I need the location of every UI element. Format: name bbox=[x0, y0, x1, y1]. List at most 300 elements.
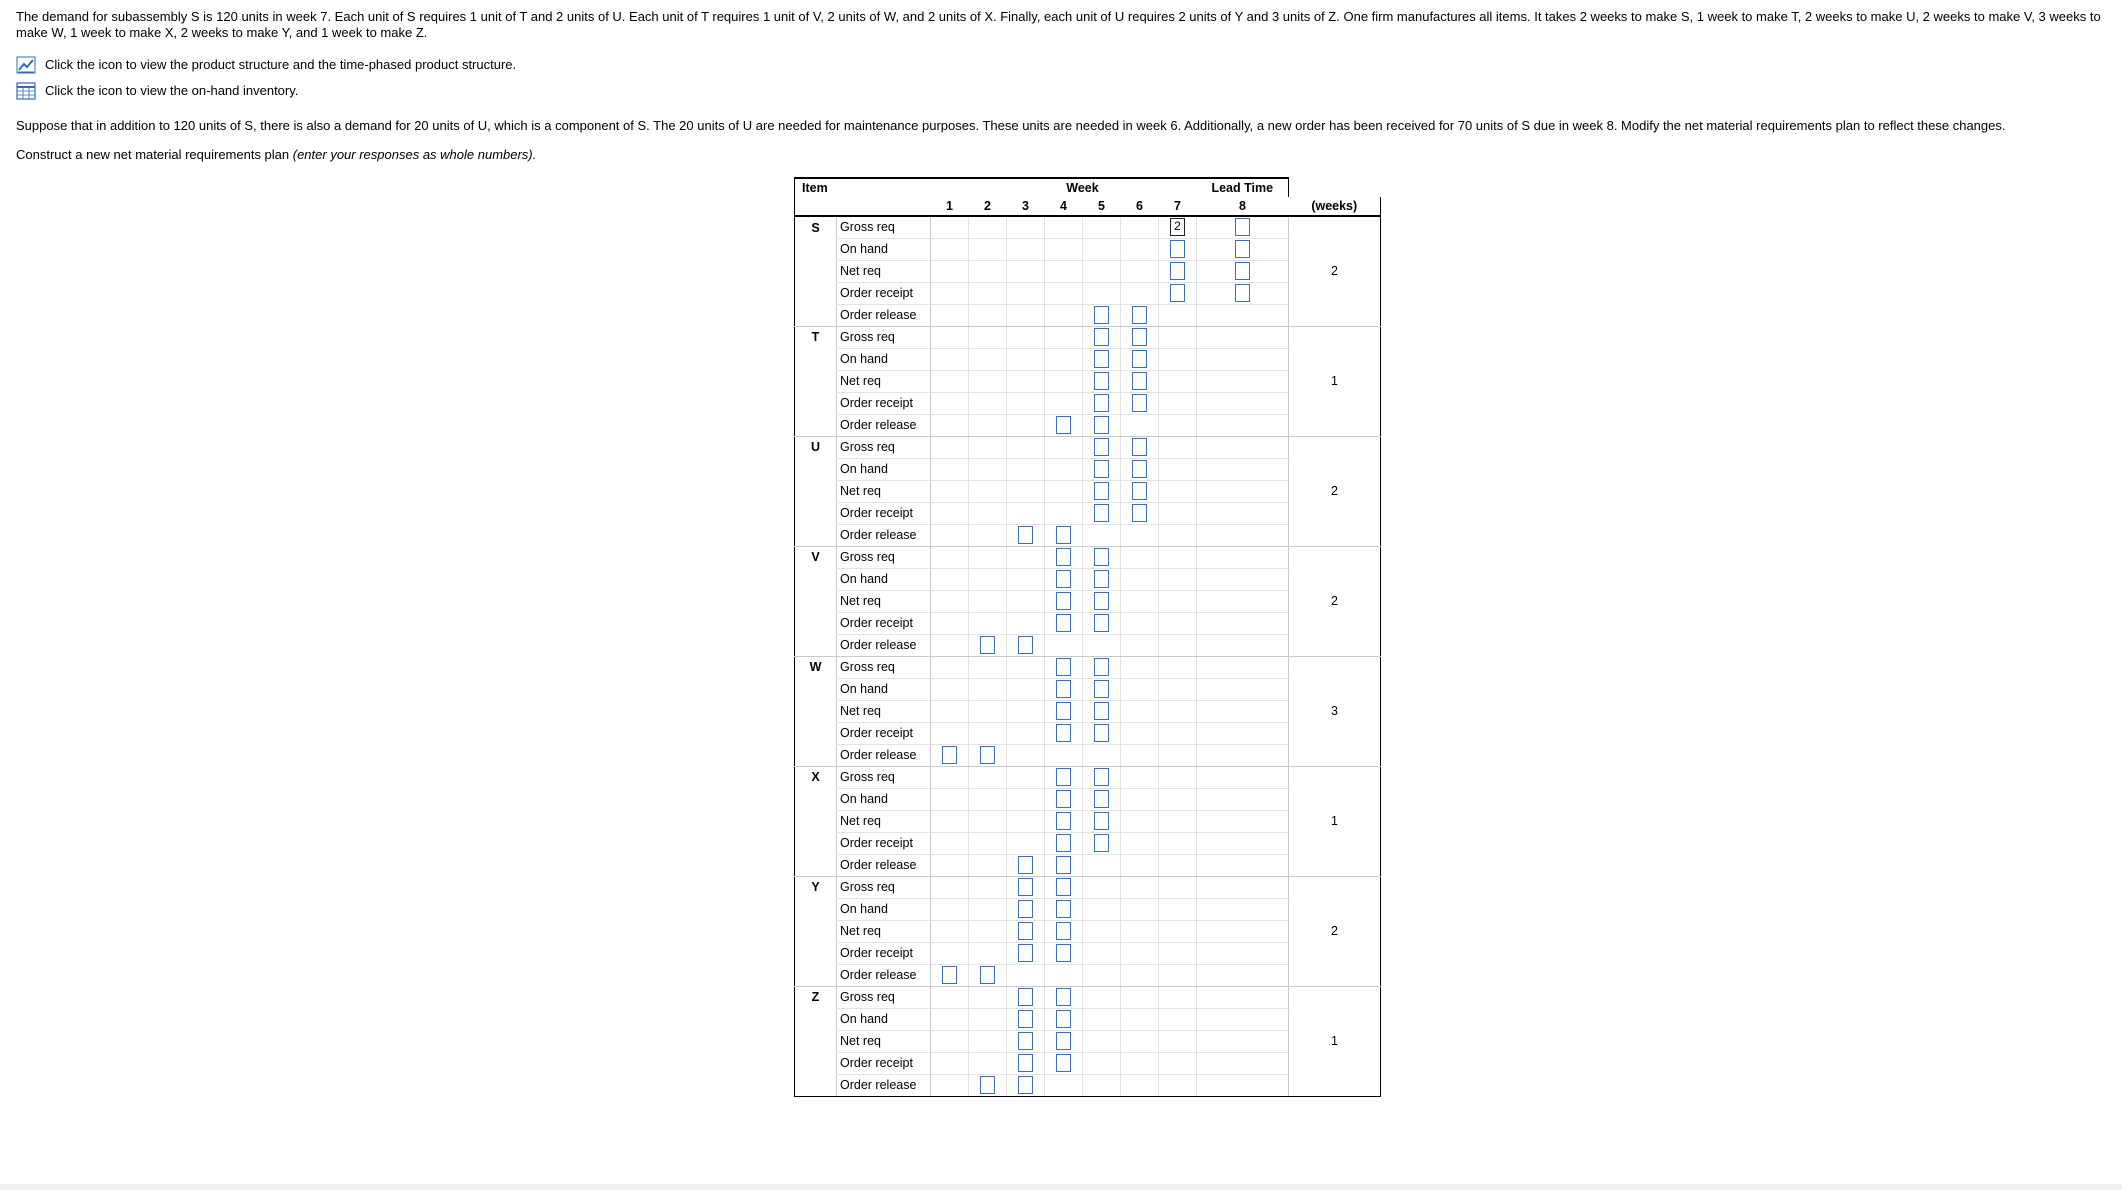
answer-input[interactable] bbox=[1056, 658, 1071, 676]
week-cell bbox=[1159, 1074, 1197, 1096]
answer-input[interactable] bbox=[1056, 702, 1071, 720]
week-cell bbox=[969, 1008, 1007, 1030]
answer-input[interactable] bbox=[1094, 350, 1109, 368]
week-cell bbox=[1121, 876, 1159, 898]
week-cell bbox=[1159, 436, 1197, 458]
answer-input[interactable] bbox=[1056, 768, 1071, 786]
answer-input[interactable] bbox=[1094, 658, 1109, 676]
week-cell bbox=[1159, 854, 1197, 876]
item-code: Z bbox=[795, 986, 837, 1008]
answer-input[interactable] bbox=[1056, 790, 1071, 808]
item-cell bbox=[795, 678, 837, 700]
row-label: Order receipt bbox=[837, 942, 931, 964]
product-structure-link[interactable] bbox=[16, 56, 516, 74]
answer-input[interactable] bbox=[1132, 460, 1147, 478]
week-cell bbox=[1045, 810, 1083, 832]
row-label: Order release bbox=[837, 414, 931, 436]
week-cell bbox=[1007, 766, 1045, 788]
row-label: On hand bbox=[837, 1008, 931, 1030]
week-cell bbox=[969, 502, 1007, 524]
week-cell bbox=[931, 1030, 969, 1052]
week-cell bbox=[1121, 502, 1159, 524]
week-cell bbox=[1045, 722, 1083, 744]
answer-input[interactable] bbox=[1056, 944, 1071, 962]
week-cell bbox=[1007, 634, 1045, 656]
answer-input[interactable] bbox=[1094, 460, 1109, 478]
item-cell bbox=[795, 832, 837, 854]
week-cell bbox=[931, 876, 969, 898]
week-cell bbox=[1007, 854, 1045, 876]
week-cell bbox=[1159, 502, 1197, 524]
week-cell bbox=[1045, 370, 1083, 392]
row-label: Order release bbox=[837, 304, 931, 326]
week-cell bbox=[1121, 1052, 1159, 1074]
week-cell bbox=[1121, 326, 1159, 348]
item-code: T bbox=[795, 326, 837, 348]
week-cell bbox=[1197, 348, 1289, 370]
week-cell bbox=[931, 788, 969, 810]
week-cell bbox=[1045, 964, 1083, 986]
week-cell bbox=[969, 678, 1007, 700]
row-label: Order release bbox=[837, 854, 931, 876]
week-cell bbox=[931, 282, 969, 304]
row-label: Order release bbox=[837, 964, 931, 986]
week-cell bbox=[969, 392, 1007, 414]
week-cell bbox=[1197, 436, 1289, 458]
week-cell bbox=[969, 414, 1007, 436]
week-cell bbox=[1121, 854, 1159, 876]
week-cell bbox=[1083, 920, 1121, 942]
answer-input[interactable] bbox=[1235, 284, 1250, 302]
week-cell bbox=[1121, 216, 1159, 238]
week-cell bbox=[969, 942, 1007, 964]
item-cell bbox=[795, 370, 837, 392]
row-label: Order receipt bbox=[837, 612, 931, 634]
week-cell bbox=[969, 348, 1007, 370]
answer-input[interactable] bbox=[1056, 922, 1071, 940]
week-number: 4 bbox=[1045, 197, 1083, 216]
table-grid-icon[interactable] bbox=[16, 82, 36, 100]
row-label: On hand bbox=[837, 458, 931, 480]
week-cell bbox=[931, 854, 969, 876]
answer-input[interactable] bbox=[1094, 614, 1109, 632]
week-cell bbox=[1121, 304, 1159, 326]
week-cell bbox=[1083, 898, 1121, 920]
item-cell bbox=[795, 1008, 837, 1030]
answer-input[interactable] bbox=[1132, 306, 1147, 324]
answer-input[interactable] bbox=[1056, 1010, 1071, 1028]
week-cell bbox=[1045, 1030, 1083, 1052]
item-cell bbox=[795, 942, 837, 964]
row-label: On hand bbox=[837, 568, 931, 590]
week-cell bbox=[1159, 282, 1197, 304]
week-cell bbox=[1083, 370, 1121, 392]
answer-input[interactable] bbox=[1094, 768, 1109, 786]
week-cell bbox=[1007, 678, 1045, 700]
week-cell bbox=[1197, 502, 1289, 524]
answer-input[interactable] bbox=[980, 966, 995, 984]
answer-input[interactable] bbox=[1094, 416, 1109, 434]
answer-input[interactable] bbox=[1094, 328, 1109, 346]
week-cell bbox=[1121, 568, 1159, 590]
week-cell bbox=[1045, 612, 1083, 634]
week-cell bbox=[931, 700, 969, 722]
week-cell bbox=[1045, 348, 1083, 370]
week-cell bbox=[969, 370, 1007, 392]
header-row-2 bbox=[795, 197, 1381, 216]
answer-input[interactable] bbox=[1056, 526, 1071, 544]
week-cell bbox=[969, 1052, 1007, 1074]
week-cell bbox=[1007, 722, 1045, 744]
week-cell bbox=[1197, 656, 1289, 678]
answer-input[interactable] bbox=[1235, 262, 1250, 280]
week-cell bbox=[1197, 546, 1289, 568]
scenario-statement: Suppose that in addition to 120 units of S, there is also a demand for 20 units of U, which is a component of S. The 20 units of U are needed for maintenance purposes. These units are needed in week 6. Additionally, a new order has been received for 70 units of S due in week 8. Modify the net material requirements plan to reflect these changes. bbox=[16, 118, 2006, 133]
answer-input[interactable] bbox=[1132, 350, 1147, 368]
week-cell bbox=[1121, 238, 1159, 260]
instructions-note: (enter your responses as whole numbers). bbox=[292, 147, 537, 162]
week-cell bbox=[1083, 722, 1121, 744]
week-cell bbox=[1045, 524, 1083, 546]
header-lead-time: Lead Time bbox=[1197, 178, 1289, 197]
answer-input[interactable] bbox=[1018, 944, 1033, 962]
week-cell bbox=[1083, 766, 1121, 788]
answer-input[interactable] bbox=[1170, 240, 1185, 258]
row-label: Order release bbox=[837, 1074, 931, 1096]
lead-time-value: 2 bbox=[1289, 216, 1381, 326]
week-cell bbox=[931, 634, 969, 656]
answer-input[interactable] bbox=[1018, 1054, 1033, 1072]
week-cell bbox=[1083, 458, 1121, 480]
answer-input[interactable] bbox=[942, 966, 957, 984]
week-cell bbox=[1083, 216, 1121, 238]
week-cell bbox=[1197, 590, 1289, 612]
mrp-row bbox=[795, 766, 1381, 788]
week-cell bbox=[1045, 458, 1083, 480]
week-cell bbox=[969, 876, 1007, 898]
answer-input[interactable] bbox=[1132, 482, 1147, 500]
week-cell bbox=[1045, 942, 1083, 964]
week-cell bbox=[969, 1074, 1007, 1096]
item-code: X bbox=[795, 766, 837, 788]
answer-input[interactable] bbox=[1018, 1010, 1033, 1028]
answer-input[interactable] bbox=[1094, 834, 1109, 852]
week-cell bbox=[1159, 656, 1197, 678]
week-cell bbox=[931, 546, 969, 568]
answer-input[interactable] bbox=[980, 746, 995, 764]
row-label: On hand bbox=[837, 898, 931, 920]
week-cell bbox=[1121, 370, 1159, 392]
week-cell bbox=[1121, 656, 1159, 678]
answer-input[interactable] bbox=[1056, 724, 1071, 742]
week-cell bbox=[931, 810, 969, 832]
answer-input[interactable] bbox=[1056, 988, 1071, 1006]
week-cell bbox=[931, 920, 969, 942]
week-cell bbox=[1007, 238, 1045, 260]
week-cell bbox=[1121, 1074, 1159, 1096]
week-cell bbox=[1197, 766, 1289, 788]
row-label: Order receipt bbox=[837, 1052, 931, 1074]
week-cell bbox=[1159, 260, 1197, 282]
week-cell bbox=[1159, 920, 1197, 942]
week-cell bbox=[1159, 612, 1197, 634]
answer-input[interactable] bbox=[1056, 548, 1071, 566]
answer-input[interactable] bbox=[1056, 878, 1071, 896]
answer-input[interactable] bbox=[1094, 306, 1109, 324]
answer-input[interactable] bbox=[1056, 680, 1071, 698]
week-cell bbox=[1083, 832, 1121, 854]
week-cell bbox=[1121, 964, 1159, 986]
item-cell bbox=[795, 700, 837, 722]
answer-input[interactable] bbox=[1094, 482, 1109, 500]
week-cell bbox=[1121, 766, 1159, 788]
week-cell bbox=[1045, 480, 1083, 502]
week-cell bbox=[969, 304, 1007, 326]
row-label: Order release bbox=[837, 634, 931, 656]
week-cell bbox=[1159, 832, 1197, 854]
week-cell bbox=[1121, 348, 1159, 370]
answer-input[interactable] bbox=[1056, 1032, 1071, 1050]
week-cell bbox=[931, 1008, 969, 1030]
answer-input[interactable] bbox=[1094, 548, 1109, 566]
week-cell bbox=[1197, 832, 1289, 854]
week-cell bbox=[1007, 986, 1045, 1008]
week-cell bbox=[1007, 876, 1045, 898]
item-cell bbox=[795, 1074, 837, 1096]
row-label: Order release bbox=[837, 744, 931, 766]
answer-input[interactable] bbox=[1094, 592, 1109, 610]
answer-input[interactable] bbox=[1132, 438, 1147, 456]
week-cell bbox=[1159, 876, 1197, 898]
week-cell bbox=[969, 590, 1007, 612]
answer-input[interactable] bbox=[1132, 394, 1147, 412]
week-cell bbox=[1045, 260, 1083, 282]
chart-icon[interactable] bbox=[16, 56, 36, 74]
week-cell bbox=[1159, 238, 1197, 260]
mrp-row bbox=[795, 656, 1381, 678]
week-cell bbox=[1083, 304, 1121, 326]
week-cell bbox=[1083, 986, 1121, 1008]
answer-input[interactable] bbox=[980, 636, 995, 654]
week-cell bbox=[1159, 722, 1197, 744]
answer-input[interactable] bbox=[1018, 636, 1033, 654]
week-cell bbox=[969, 458, 1007, 480]
header-week: Week bbox=[1045, 178, 1121, 197]
answer-input[interactable] bbox=[1094, 570, 1109, 588]
answer-input[interactable] bbox=[1094, 372, 1109, 390]
week-cell bbox=[931, 414, 969, 436]
answer-input[interactable] bbox=[1235, 240, 1250, 258]
item-cell bbox=[795, 920, 837, 942]
answer-input[interactable] bbox=[1018, 1076, 1033, 1094]
answer-input[interactable] bbox=[1018, 856, 1033, 874]
lead-time-value: 2 bbox=[1289, 436, 1381, 546]
item-cell bbox=[795, 502, 837, 524]
week-cell bbox=[931, 326, 969, 348]
answer-input[interactable] bbox=[1018, 988, 1033, 1006]
week-cell bbox=[1083, 964, 1121, 986]
on-hand-inventory-link[interactable] bbox=[16, 82, 298, 100]
on-hand-inventory-link-text: Click the icon to view the on-hand inventory. bbox=[45, 83, 299, 98]
answer-input[interactable] bbox=[1018, 922, 1033, 940]
answer-input[interactable] bbox=[1132, 504, 1147, 522]
answer-input[interactable] bbox=[1056, 1054, 1071, 1072]
answer-input[interactable] bbox=[1094, 394, 1109, 412]
week-cell bbox=[1045, 700, 1083, 722]
item-code: V bbox=[795, 546, 837, 568]
week-cell bbox=[1007, 304, 1045, 326]
week-cell bbox=[1121, 810, 1159, 832]
week-cell bbox=[1159, 1008, 1197, 1030]
week-number: 7 bbox=[1159, 197, 1197, 216]
row-label: On hand bbox=[837, 348, 931, 370]
week-cell bbox=[931, 436, 969, 458]
answer-input[interactable] bbox=[1094, 812, 1109, 830]
answer-input[interactable] bbox=[1094, 724, 1109, 742]
week-cell bbox=[1007, 480, 1045, 502]
answer-input[interactable] bbox=[942, 746, 957, 764]
week-cell bbox=[1045, 1008, 1083, 1030]
week-cell bbox=[1121, 590, 1159, 612]
week-cell bbox=[1083, 700, 1121, 722]
week-cell bbox=[969, 260, 1007, 282]
week-cell bbox=[931, 766, 969, 788]
week-cell bbox=[1159, 634, 1197, 656]
week-cell bbox=[1007, 414, 1045, 436]
answer-input[interactable] bbox=[1018, 878, 1033, 896]
row-label: Net req bbox=[837, 1030, 931, 1052]
answer-input[interactable] bbox=[1056, 592, 1071, 610]
week-cell bbox=[1197, 260, 1289, 282]
week-cell bbox=[931, 722, 969, 744]
week-cell bbox=[1083, 656, 1121, 678]
answer-input[interactable] bbox=[1094, 438, 1109, 456]
row-label: Net req bbox=[837, 590, 931, 612]
week-cell bbox=[931, 524, 969, 546]
answer-input[interactable] bbox=[1094, 790, 1109, 808]
week-cell bbox=[969, 788, 1007, 810]
week-cell bbox=[1083, 568, 1121, 590]
week-cell bbox=[931, 986, 969, 1008]
week-cell bbox=[1083, 546, 1121, 568]
item-cell bbox=[795, 1030, 837, 1052]
week-cell bbox=[1007, 282, 1045, 304]
week-cell bbox=[1159, 348, 1197, 370]
answer-input[interactable] bbox=[1056, 812, 1071, 830]
answer-input[interactable] bbox=[1018, 526, 1033, 544]
week-cell bbox=[1121, 260, 1159, 282]
week-cell bbox=[1197, 898, 1289, 920]
item-code: S bbox=[795, 216, 837, 238]
item-cell bbox=[795, 458, 837, 480]
row-label: Gross req bbox=[837, 436, 931, 458]
week-cell bbox=[931, 502, 969, 524]
answer-input[interactable] bbox=[1056, 416, 1071, 434]
week-cell bbox=[969, 832, 1007, 854]
answer-input[interactable] bbox=[1235, 218, 1250, 236]
week-cell bbox=[1083, 414, 1121, 436]
week-cell bbox=[969, 1030, 1007, 1052]
answer-input[interactable] bbox=[1094, 702, 1109, 720]
item-cell bbox=[795, 810, 837, 832]
week-cell bbox=[969, 700, 1007, 722]
week-cell bbox=[1197, 1052, 1289, 1074]
row-label: On hand bbox=[837, 788, 931, 810]
answer-input[interactable] bbox=[1056, 834, 1071, 852]
week-cell bbox=[1197, 920, 1289, 942]
week-cell bbox=[1083, 282, 1121, 304]
week-cell bbox=[1083, 348, 1121, 370]
week-cell bbox=[1121, 436, 1159, 458]
answer-input[interactable] bbox=[1132, 372, 1147, 390]
answer-input[interactable] bbox=[1056, 614, 1071, 632]
mrp-row bbox=[795, 986, 1381, 1008]
week-cell bbox=[931, 238, 969, 260]
item-cell bbox=[795, 744, 837, 766]
week-cell bbox=[1045, 854, 1083, 876]
item-cell bbox=[795, 788, 837, 810]
answer-input[interactable] bbox=[1094, 680, 1109, 698]
answer-input[interactable] bbox=[1132, 328, 1147, 346]
week-cell bbox=[1007, 832, 1045, 854]
week-cell bbox=[1197, 942, 1289, 964]
week-cell bbox=[1083, 612, 1121, 634]
row-label: Net req bbox=[837, 920, 931, 942]
week-cell bbox=[1083, 854, 1121, 876]
answer-input[interactable] bbox=[1018, 900, 1033, 918]
week-cell bbox=[931, 744, 969, 766]
answer-input[interactable] bbox=[1056, 570, 1071, 588]
answer-input[interactable] bbox=[1018, 1032, 1033, 1050]
week-cell bbox=[1121, 634, 1159, 656]
week-cell bbox=[931, 832, 969, 854]
week-number: 1 bbox=[931, 197, 969, 216]
week-cell bbox=[1045, 436, 1083, 458]
week-cell bbox=[1197, 392, 1289, 414]
week-cell bbox=[1007, 942, 1045, 964]
week-cell bbox=[1121, 700, 1159, 722]
week-cell bbox=[1197, 810, 1289, 832]
week-cell bbox=[1007, 436, 1045, 458]
week-cell bbox=[931, 590, 969, 612]
week-cell bbox=[1197, 700, 1289, 722]
week-cell bbox=[969, 480, 1007, 502]
week-number: 6 bbox=[1121, 197, 1159, 216]
answer-input[interactable] bbox=[1056, 856, 1071, 874]
answer-input[interactable] bbox=[980, 1076, 995, 1094]
week-cell bbox=[1083, 260, 1121, 282]
answer-input[interactable]: 2 bbox=[1170, 218, 1185, 236]
answer-input[interactable] bbox=[1056, 900, 1071, 918]
week-cell bbox=[1197, 788, 1289, 810]
row-label: Gross req bbox=[837, 546, 931, 568]
week-cell bbox=[1159, 458, 1197, 480]
problem-statement: The demand for subassembly S is 120 units in week 7. Each unit of S requires 1 unit of T and 2 units of U. Each unit of T requires 1 unit of V, 2 units of W, and 2 units of X. Finally, each unit of U requires 2 units of Y and 3 units of Z. One firm manufactures all items. It takes 2 weeks to make S, 1 week to make T, 2 weeks to make U, 2 weeks to make V, 3 weeks to make W, 1 week to make X, 2 weeks to make Y, and 1 week to make Z. bbox=[16, 9, 2101, 40]
lead-time-value: 3 bbox=[1289, 656, 1381, 766]
week-cell bbox=[969, 722, 1007, 744]
week-cell bbox=[1083, 942, 1121, 964]
answer-input[interactable] bbox=[1170, 262, 1185, 280]
week-cell bbox=[1159, 678, 1197, 700]
week-cell bbox=[969, 810, 1007, 832]
week-cell bbox=[1007, 700, 1045, 722]
week-cell bbox=[1007, 788, 1045, 810]
answer-input[interactable] bbox=[1094, 504, 1109, 522]
week-cell bbox=[1159, 810, 1197, 832]
item-cell bbox=[795, 1052, 837, 1074]
answer-input[interactable] bbox=[1170, 284, 1185, 302]
week-cell bbox=[1007, 898, 1045, 920]
